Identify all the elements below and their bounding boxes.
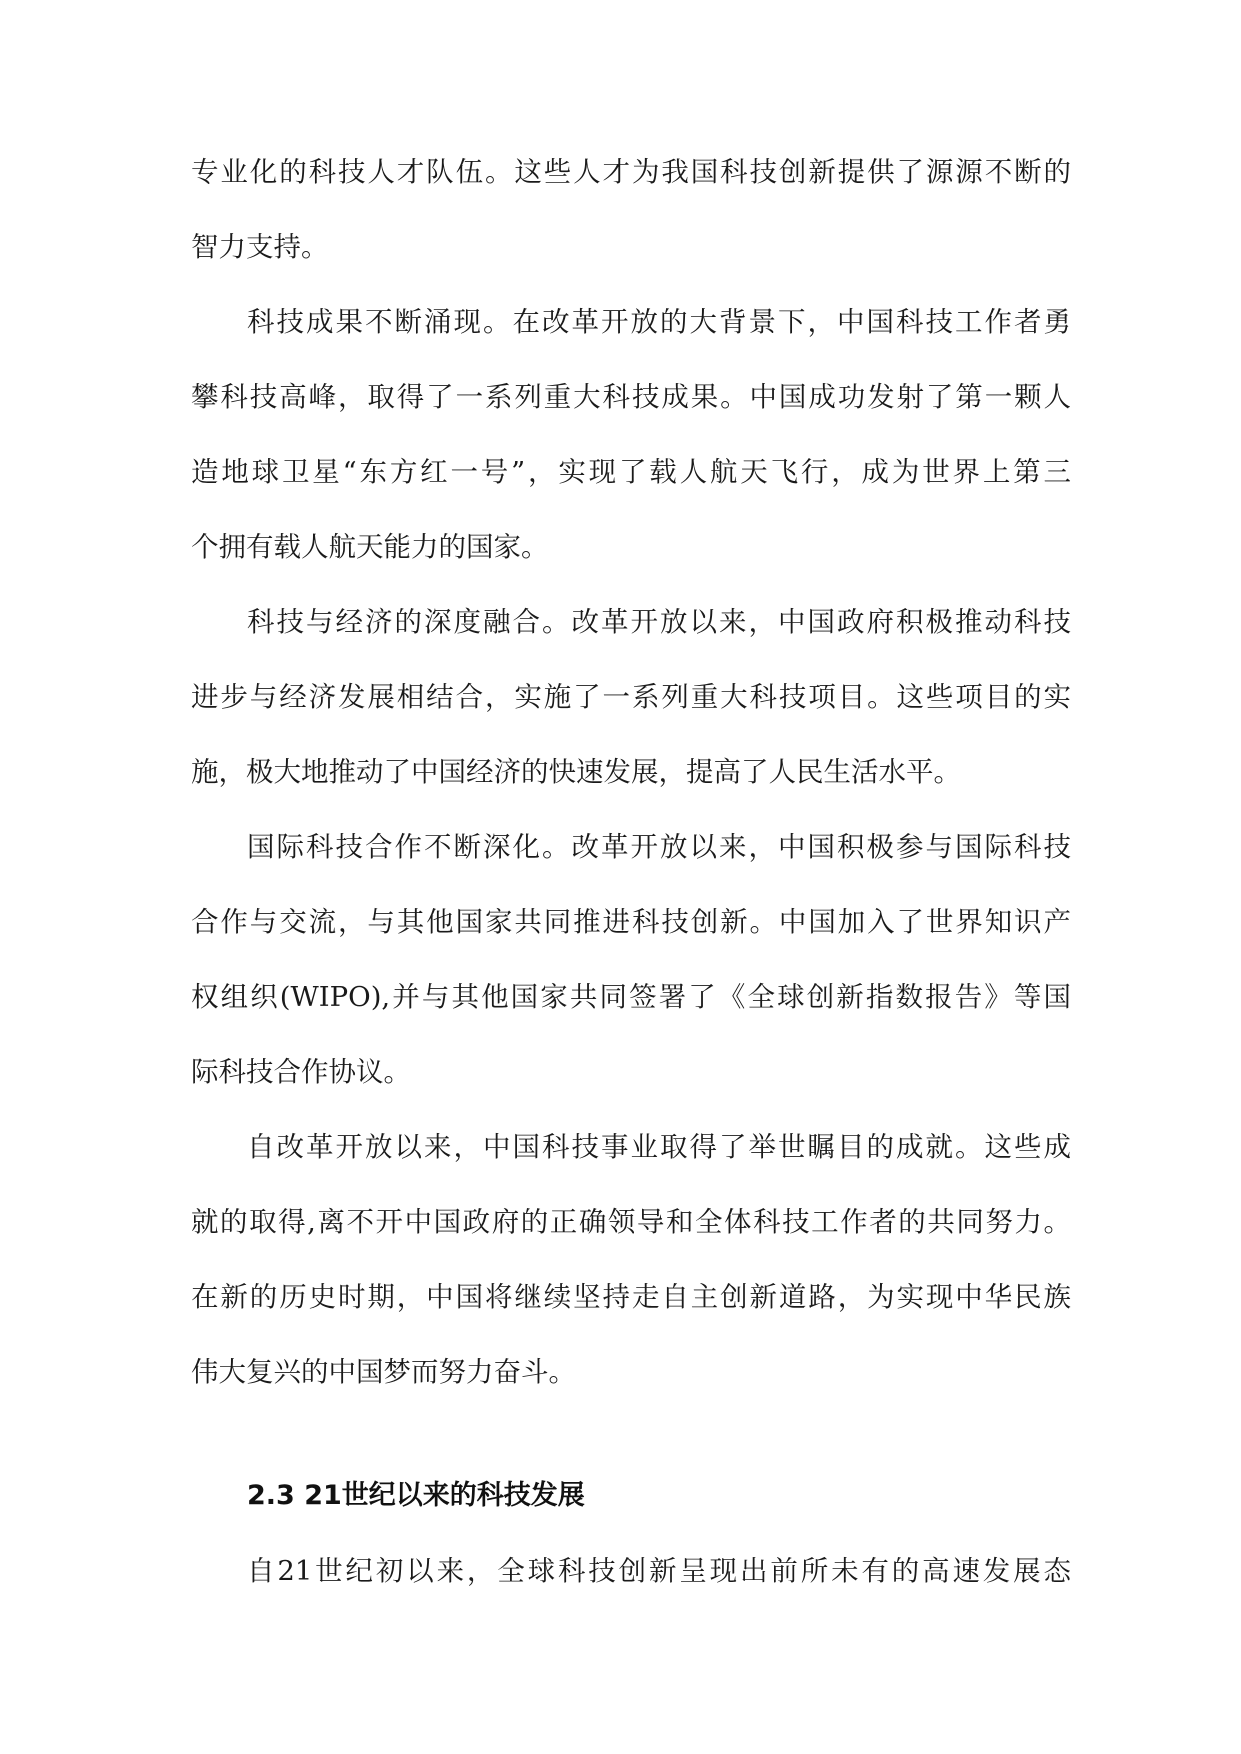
body-line-8: 进步与经济发展相结合，实施了一系列重大科技项目。这些项目的实	[191, 681, 1071, 713]
paragraph-line-18: 自21世纪初以来，全球科技创新呈现出前所未有的高速发展态	[247, 1555, 1071, 1587]
body-line-17: 伟大复兴的中国梦而努力奋斗。	[191, 1356, 576, 1388]
body-line-1: 专业化的科技人才队伍。这些人才为我国科技创新提供了源源不断的	[191, 156, 1071, 188]
body-line-2: 智力支持。	[191, 231, 329, 263]
paragraph-line-3: 科技成果不断涌现。在改革开放的大背景下，中国科技工作者勇	[247, 306, 1071, 338]
body-line-6: 个拥有载人航天能力的国家。	[191, 531, 549, 563]
body-line-4: 攀科技高峰，取得了一系列重大科技成果。中国成功发射了第一颗人	[191, 381, 1071, 413]
body-line-16: 在新的历史时期，中国将继续坚持走自主创新道路，为实现中华民族	[191, 1281, 1071, 1313]
body-line-9: 施，极大地推动了中国经济的快速发展，提高了人民生活水平。	[191, 756, 961, 788]
paragraph-line-7: 科技与经济的深度融合。改革开放以来，中国政府积极推动科技	[247, 606, 1071, 638]
body-line-15: 就的取得,离不开中国政府的正确领导和全体科技工作者的共同努力。	[191, 1206, 1071, 1238]
body-line-12: 权组织(WIPO),并与其他国家共同签署了《全球创新指数报告》等国	[191, 981, 1071, 1013]
body-line-11: 合作与交流，与其他国家共同推进科技创新。中国加入了世界知识产	[191, 906, 1071, 938]
paragraph-line-10: 国际科技合作不断深化。改革开放以来，中国积极参与国际科技	[247, 831, 1071, 863]
body-line-13: 际科技合作协议。	[191, 1056, 411, 1088]
section-heading: 2.3 21世纪以来的科技发展	[247, 1480, 585, 1511]
paragraph-line-14: 自改革开放以来，中国科技事业取得了举世瞩目的成就。这些成	[247, 1131, 1071, 1163]
body-line-5: 造地球卫星“东方红一号”，实现了载人航天飞行，成为世界上第三	[191, 456, 1071, 488]
